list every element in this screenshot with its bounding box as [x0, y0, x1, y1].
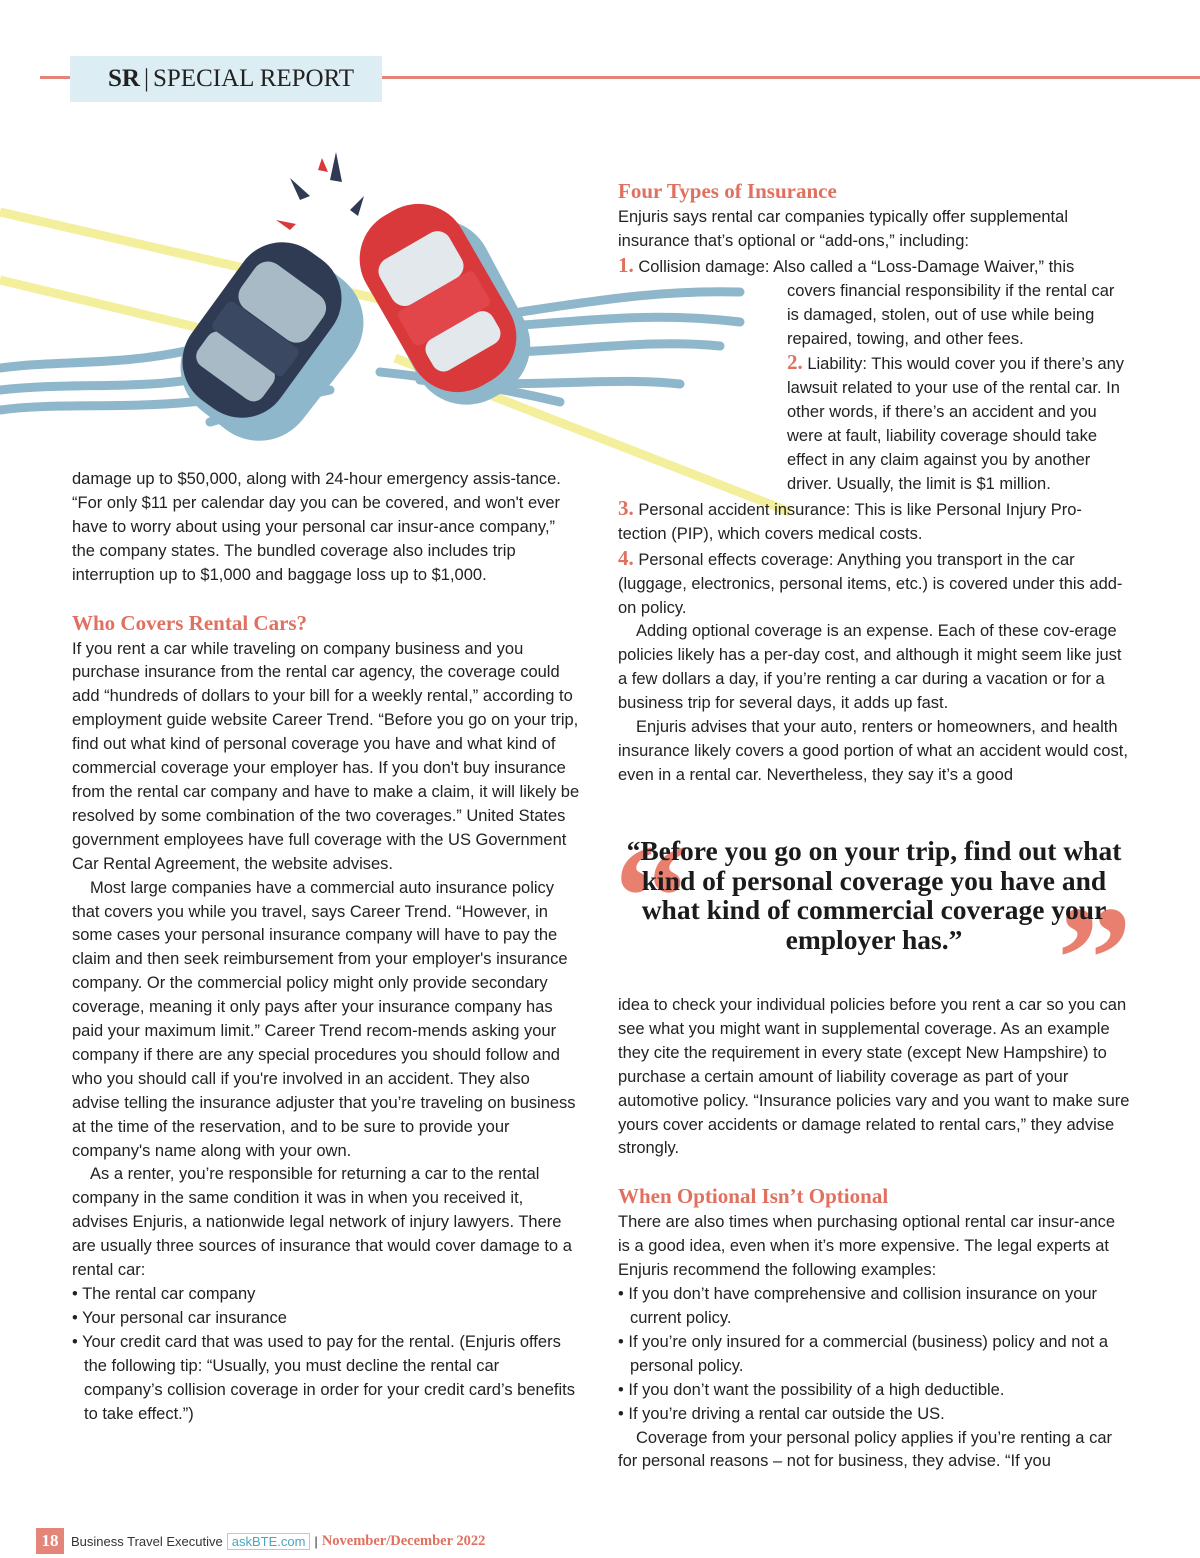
- list-item: 1. Collision damage: Also called a “Loss-Damage Waiver,” this: [618, 252, 1075, 277]
- list-item: • If you’re only insured for a commercial (business) policy and not a personal policy.: [618, 1332, 1108, 1375]
- right-column-bottom: [618, 994, 1130, 1474]
- list-item: • The rental car company: [72, 1285, 256, 1303]
- list-item: 2. Liability: This would cover you if there’s any lawsuit related to your use of the rental car. In other words, if there’s an accident and you were at fault, liability coverage should take effect in any claim against you by another driver. Usually, the limit is $1 million.: [787, 350, 1125, 493]
- list-item: • Your credit card that was used to pay for the rental. (Enjuris offers the following tip: “Usually, you must decline the rental car company’s collision coverage in order for your credit card’s benefits to take effect.”): [72, 1332, 575, 1423]
- right-column-top: [618, 176, 1130, 788]
- magazine-name: Business Travel Executive: [71, 1533, 223, 1549]
- paragraph: As a renter, you’re responsible for returning a car to the rental company in the same condition it was in when you received it, advises Enjuris, a nationwide legal network of injury lawyers. There are usually three sources of insurance that would cover damage to a rental car:: [72, 1165, 572, 1280]
- list-item: • If you don’t have comprehensive and collision insurance on your current policy.: [618, 1285, 1098, 1327]
- pull-quote-text: “Before you go on your trip, find out what kind of personal coverage you have and what kind of commercial coverage your employer has.”: [626, 835, 1122, 955]
- crash-debris: [276, 152, 364, 230]
- paragraph: Adding optional coverage is an expense. Each of these cov-erage policies likely has a per-day cost, and although it might seem like just a few dollars a day, if you’re renting a car during a vacation or for a business trip for several days, it adds up fast.: [618, 622, 1122, 713]
- header-separator: |: [143, 65, 149, 92]
- paragraph: There are also times when purchasing optional rental car insur-ance is a good idea, even when it’s more expensive. The legal experts at Enjuris recommend the following examples:: [618, 1213, 1116, 1280]
- pull-quote: [614, 814, 1132, 1042]
- paragraph: Most large companies have a commercial auto insurance policy that covers you while you travel, says Career Trend. “However, in some cases your personal insurance company will have to pay the claim and then seek reimbursement from your employer's insurance company. Or the commercial policy might only provide secondary coverage, meaning it only pays after your insurance company has paid your maximum limit.” Career Trend recom-mends asking your company if there are any special procedures you should follow and who you should call if you're involved in an accident. They also advise telling the insurance adjuster that you’re traveling on business at the time of the reservation, and to be sure to provide your company's name along with your own.: [72, 878, 576, 1160]
- heading-when-optional: When Optional Isn’t Optional: [618, 1184, 889, 1209]
- paragraph: If you rent a car while traveling on company business and you purchase insurance from the rental car agency, the coverage could add “hundreds of dollars to your bill for a weekly rental,” according to employment guide website Career Trend. “Before you go on your trip, find out what kind of personal coverage you have and what kind of commercial coverage your employer has. If you don't buy insurance from the rental car company and have to make a claim, it will likely be resolved by some combination of the two coverages.” United States government employees have full coverage with the US Government Car Rental Agreement, the website advises.: [72, 639, 580, 873]
- heading-who-covers: Who Covers Rental Cars?: [72, 610, 308, 635]
- list-item: • If you don’t want the possibility of a high deductible.: [618, 1380, 1005, 1399]
- paragraph: damage up to $50,000, along with 24-hour emergency assis-tance. “For only $11 per calendar day you can be covered, and won't ever have to worry about using your personal car insur-ance company,” the company states. The bundled coverage also includes trip interruption up to $1,000 and baggage loss up to $1,000.: [72, 470, 561, 584]
- heading-four-types: Four Types of Insurance: [618, 179, 837, 203]
- paragraph: Enjuris says rental car companies typically offer supplemental insurance that’s optional or “add-ons,” including:: [618, 208, 1068, 250]
- paragraph: Enjuris advises that your auto, renters or homeowners, and health insurance likely covers a good portion of what an accident would cost, even in a rental car. Nevertheless, they say it’s a good: [618, 718, 1128, 784]
- paragraph: Coverage from your personal policy applies if you’re renting a car for personal reasons – not for business, they advise. “If you: [618, 1428, 1112, 1471]
- section-header: [70, 56, 382, 102]
- close-quote-mark: ”: [1057, 876, 1132, 1042]
- issue-date: November/December 2022: [321, 1532, 486, 1549]
- list-item: covers financial responsibility if the rental car is damaged, stolen, out of use while being repaired, towing, and other fees.: [787, 281, 1115, 348]
- paragraph: idea to check your individual policies before you rent a car so you can see what you might want in supplemental coverage. As an example they cite the requirement in every state (except New Hampshire) to purchase a certain amount of liability coverage as part of your automotive policy. “Insurance policies vary and you want to make sure yours cover accidents or damage related to rental cars,” they advise strongly.: [618, 996, 1130, 1158]
- left-column: [72, 468, 582, 1426]
- website-link[interactable]: askBTE.com: [227, 1533, 311, 1550]
- list-item: 4. Personal effects coverage: Anything you transport in the car (luggage, electronics, personal items, etc.) is covered under this add-on policy.: [618, 545, 1123, 617]
- open-quote-mark: “: [614, 814, 689, 980]
- section-title: SPECIAL REPORT: [152, 65, 355, 92]
- section-abbr: SR: [108, 65, 140, 92]
- list-item: • If you’re driving a rental car outside the US.: [618, 1404, 945, 1423]
- list-item: 3. Personal accident insurance: This is like Personal Injury Pro-tection (PIP), which covers medical costs.: [618, 495, 1082, 543]
- page-number: 18: [36, 1528, 64, 1554]
- page-footer: [36, 1528, 485, 1554]
- footer-separator: |: [314, 1533, 318, 1549]
- list-item: • Your personal car insurance: [72, 1308, 287, 1327]
